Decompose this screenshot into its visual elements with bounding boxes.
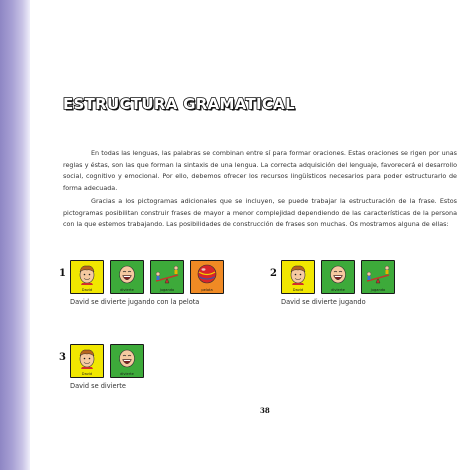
pictogram-row [281,260,395,294]
paragraph-intro [63,148,457,194]
laughing-face-icon [113,347,141,369]
book-spine-shadow [0,0,30,470]
boy-face-icon [73,263,101,285]
paragraph-pictograms-text: Gracias a los pictogramas adicionales que se incluyen, se puede trabajar la estructuración de la frase. Estos pictogramas posibilitan construir frases de mayor a menor complejidad dependiendo de las características de la persona con la que estemos trabajando. Las posibilidades de construcción de frases son muchas. Os mostramos alguna de ellas: [63,197,457,229]
pictogram-card-divierte [110,260,144,294]
example-caption: David se divierte jugando con la pelota [70,298,200,306]
pictogram-label: divierte [331,288,345,292]
seesaw-icon [153,263,181,285]
pictogram-label: David [81,288,93,292]
pictogram-label: David [81,372,93,376]
pictogram-card-divierte [321,260,355,294]
pictogram-row [70,260,224,294]
pictogram-card-divierte [110,344,144,378]
pictogram-card-pelota [190,260,224,294]
example-number: 3 [59,352,66,363]
boy-face-icon [284,263,312,285]
paragraph-intro-text: En todas las lenguas, las palabras se combinan entre sí para formar oraciones. Estas oraciones se rigen por unas reglas y éstas, son las que forman la sintaxis de una lengua. La correcta adquisición del lenguaje, favorecerá el desarrollo social, cognitivo y emocional. Por ello, debemos ofrecer los recursos lingüísticos necesarios para poder estructurarlo de forma adecuada. [63,149,457,192]
example-caption: David se divierte [70,382,126,390]
boy-face-icon [73,347,101,369]
paragraph-pictograms [63,196,457,231]
example-number: 1 [59,268,66,279]
page-number: 38 [260,406,270,415]
pictogram-label: pelota [201,288,213,292]
pictogram-label: David [292,288,304,292]
pictogram-card-jugando [150,260,184,294]
laughing-face-icon [324,263,352,285]
laughing-face-icon [113,263,141,285]
page-title: ESTRUCTURA GRAMATICAL [63,95,295,113]
pictogram-card-david [70,260,104,294]
pictogram-label: jugando [370,288,386,292]
pictogram-label: divierte [120,288,134,292]
pictogram-label: jugando [159,288,175,292]
pictogram-label: divierte [120,372,134,376]
seesaw-icon [364,263,392,285]
example-caption: David se divierte jugando [281,298,366,306]
example-number: 2 [270,268,277,279]
ball-icon [193,263,221,285]
pictogram-row [70,344,144,378]
pictogram-card-david [70,344,104,378]
book-page [30,0,470,470]
pictogram-card-jugando [361,260,395,294]
pictogram-card-david [281,260,315,294]
